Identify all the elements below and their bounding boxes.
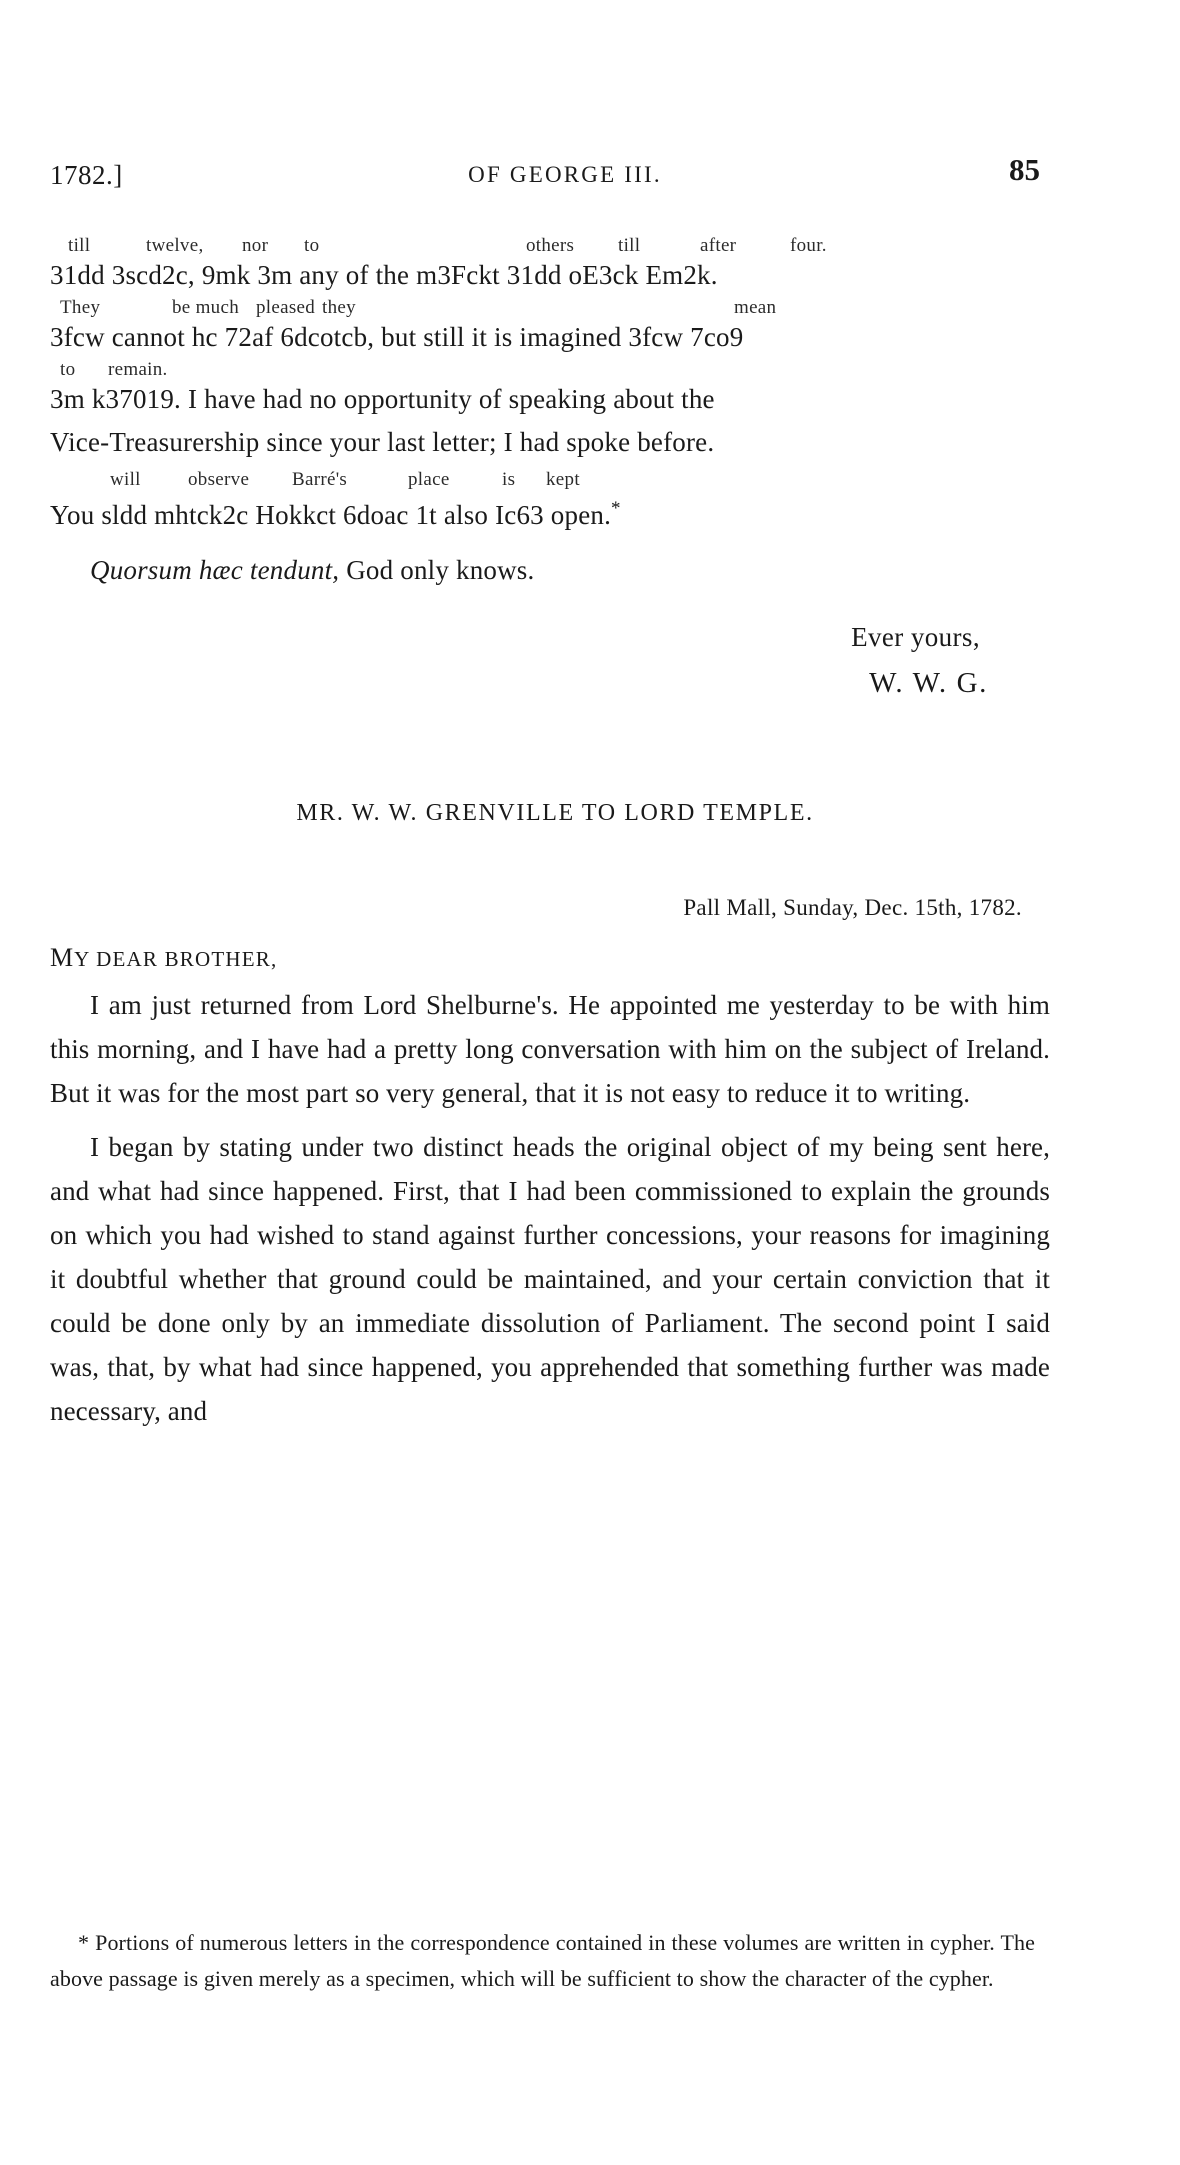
latin-closing-line [50, 548, 1050, 592]
cypher-gloss-line [50, 468, 1050, 492]
signoff-ever-yours: Ever yours, [851, 622, 980, 652]
letter-salutation [50, 943, 1050, 973]
gloss-word: to [60, 359, 76, 380]
gloss-word: place [408, 469, 450, 490]
cypher-passage [50, 234, 1050, 532]
cypher-gloss-line [50, 296, 1050, 320]
footnote-marker: * [78, 1930, 90, 1955]
running-head [50, 150, 1050, 196]
cypher-row [50, 234, 1050, 292]
gloss-word: till [618, 235, 641, 256]
gloss-word: others [526, 235, 575, 256]
footnote-reference-marker: * [611, 498, 621, 519]
cypher-text-line: 3m k37019. I have had no opportunity of speaking about the [50, 384, 715, 414]
cypher-row [50, 468, 1050, 532]
gloss-word: four. [790, 235, 827, 256]
gloss-word: Barré's [292, 469, 348, 490]
plain-text-line: Vice-Treasurership since your last letter; I had spoke before. [50, 427, 715, 457]
gloss-word: is [502, 469, 516, 490]
gloss-word: till [68, 235, 91, 256]
page-content [50, 150, 1050, 1433]
gloss-word: will [110, 469, 141, 490]
cypher-text-line: 3fcw cannot hc 72af 6dcotcb, but still it is imagined 3fcw 7co9 [50, 322, 744, 352]
paragraph-text: I am just returned from Lord Shelburne's. He appointed me yesterday to be with him this morning, and I have had a pretty long conversation with him on the subject of Ireland. But it was for the most part so very general, that it is not easy to reduce it to writing. [50, 990, 1050, 1108]
latin-phrase: Quorsum hæc tendunt, [90, 555, 340, 585]
letter-heading: MR. W. W. GRENVILLE TO LORD TEMPLE. [296, 800, 814, 826]
cypher-row [50, 358, 1050, 416]
gloss-word: after [700, 235, 737, 256]
cypher-text-line: 31dd 3scd2c, 9mk 3m any of the m3Fckt 31dd oE3ck Em2k. [50, 260, 718, 290]
gloss-word: kept [546, 469, 580, 490]
cypher-text-line [50, 492, 1050, 532]
page-number: 85 [1009, 152, 1040, 187]
letter-paragraph [50, 1125, 1050, 1433]
gloss-word: observe [188, 469, 250, 490]
letter-dateline: Pall Mall, Sunday, Dec. 15th, 1782. [683, 895, 1022, 920]
running-head-year: 1782.] [50, 160, 123, 190]
cypher-row [50, 296, 1050, 354]
gloss-word: remain. [108, 359, 168, 380]
paragraph-text: I began by stating under two distinct heads the original object of my being sent here, and what had since happened. First, that I had been commissioned to explain the grounds on which you had wished to stand against further concessions, your reasons for imagining it doubtful whether that ground could be maintained, and your certain conviction that it could be done only by an immediate dissolution of Parliament. The second point I said was, that, by what had since happened, you apprehended that something further was made necessary, and [50, 1132, 1050, 1426]
cypher-gloss-line [50, 358, 1050, 382]
footnote-text: Portions of numerous letters in the correspondence contained in these volumes are written in cypher. The above passage is given merely as a specimen, which will be sufficient to show the character of the cypher. [50, 1930, 1035, 1991]
cypher-gloss-line [50, 234, 1050, 258]
gloss-word: nor [242, 235, 269, 256]
letter-paragraph [50, 983, 1050, 1115]
salutation-initial: M [50, 943, 75, 972]
gloss-word: twelve, [146, 235, 204, 256]
gloss-word: they [322, 297, 356, 318]
cypher-row [50, 420, 1050, 464]
gloss-word: to [304, 235, 320, 256]
latin-phrase-rest: God only knows. [339, 555, 535, 585]
salutation-text: Y DEAR BROTHER, [74, 947, 278, 971]
footnote [50, 1925, 1035, 1997]
cypher-text: You sldd mhtck2c Hokkct 6doac 1t also Ic63 open. [50, 500, 612, 530]
gloss-word: mean [734, 297, 777, 318]
signoff-initials: W. W. G. [869, 667, 988, 699]
gloss-word: pleased [256, 297, 316, 318]
gloss-word: They [60, 297, 101, 318]
gloss-word: be much [172, 297, 239, 318]
running-head-title: OF GEORGE III. [468, 162, 662, 187]
